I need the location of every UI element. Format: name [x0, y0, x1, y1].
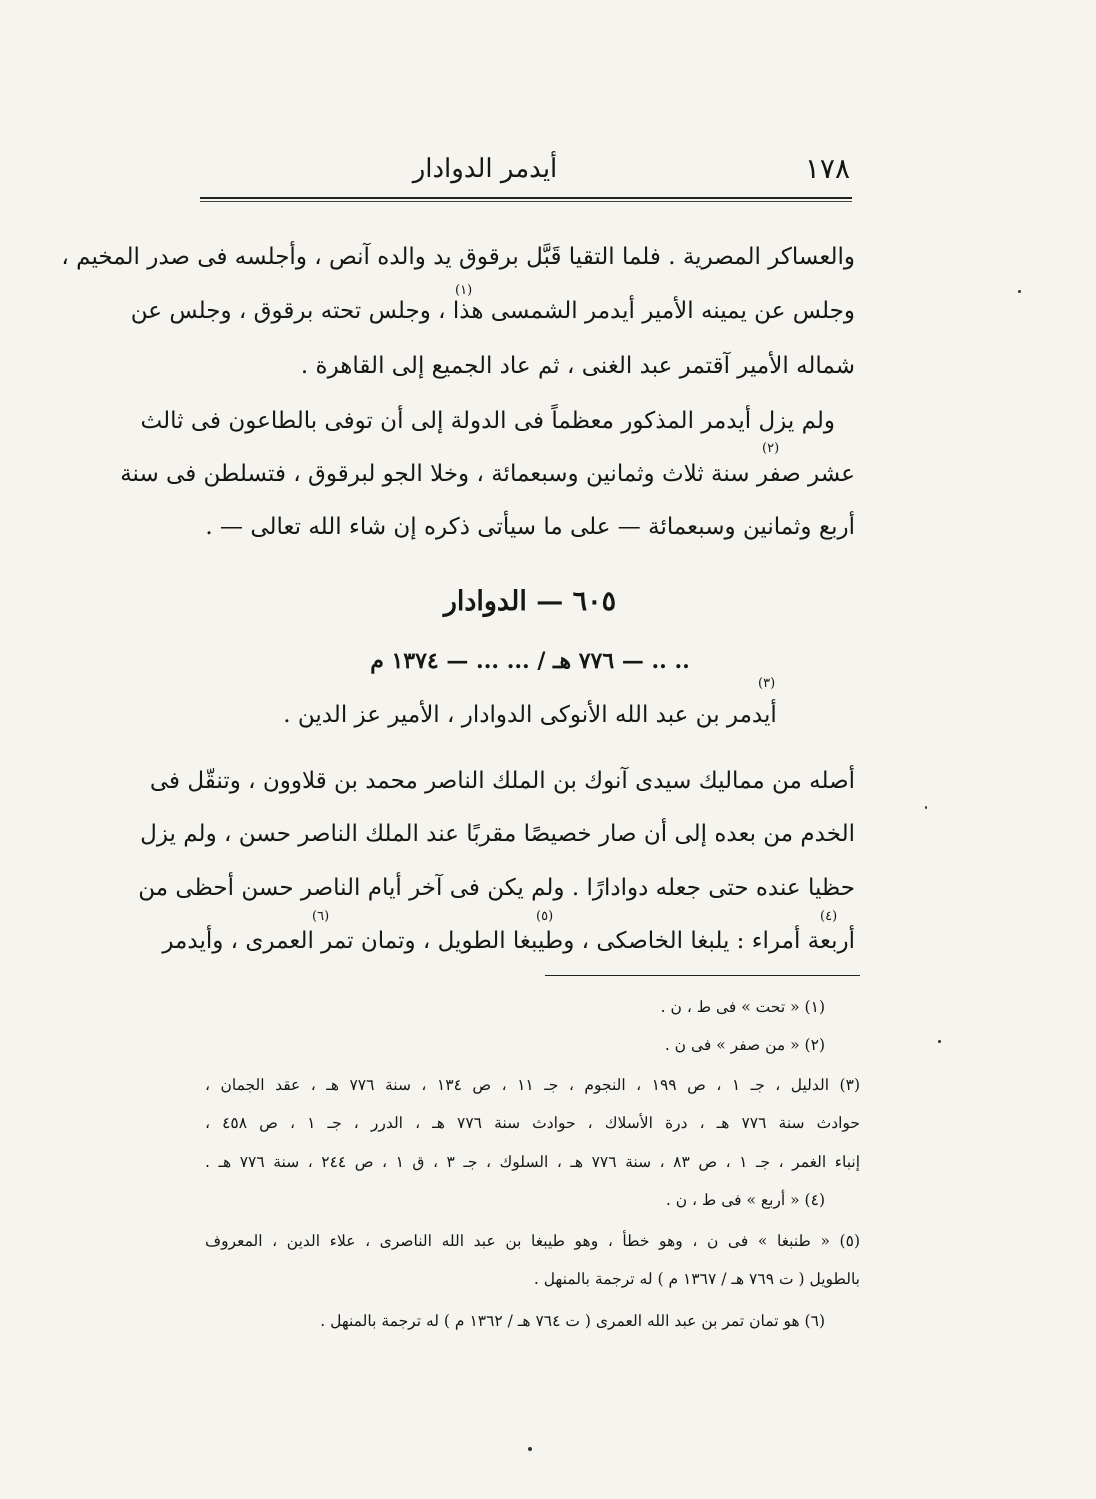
footnote-4: (٤) « أربع » فى ط ، ن . — [665, 1191, 825, 1209]
footnote-3-line-2: حوادث سنة ٧٧٦ هـ ، درة الأسلاك ، حوادث سنة ٧٧٦ هـ ، الدرر ، جـ ١ ، ص ٤٥٨ ، — [205, 1114, 861, 1132]
footnote-3-line-1: (٣) الدليل ، جـ ١ ، ص ١٩٩ ، النجوم ، جـ ١١ ، ص ١٣٤ ، سنة ٧٧٦ هـ ، عقد الجمان ، — [205, 1076, 860, 1094]
scan-speck — [938, 1040, 941, 1043]
entry-line-3: حظيا عنده حتى جعله دوادارًا . ولم يكن فى آخر أيام الناصر حسن أحظى من — [138, 875, 855, 901]
footnote-marker-4: (٤) — [820, 909, 838, 924]
footnote-separator — [545, 975, 860, 976]
body-line-3: شماله الأمير آقتمر عبد الغنى ، ثم عاد الجميع إلى القاهرة . — [300, 353, 855, 379]
footnote-5-line-1: (٥) « طنبغا » فى ن ، وهو خطأ ، وهو طيبغا بن عبد الله الناصرى ، علاء الدين ، المعروف — [205, 1232, 860, 1250]
header-rule-thin — [200, 201, 852, 202]
header-rule — [200, 197, 852, 199]
body-line-1: والعساكر المصرية . فلما التقيا قَبَّل برقوق يد والده آنص ، وأجلسه فى صدر المخيم ، — [61, 244, 855, 270]
entry-line-1: أصله من مماليك سيدى آنوك بن الملك الناصر محمد بن قلاوون ، وتنقّل فى — [149, 768, 855, 794]
footnote-marker-1: (١) — [455, 283, 473, 298]
page-header — [200, 150, 850, 192]
page-number: ١٧٨ — [804, 152, 850, 185]
scan-speck — [925, 806, 927, 809]
footnote-marker-6: (٦) — [312, 909, 330, 924]
footnote-2: (٢) « من صفر » فى ن . — [664, 1036, 825, 1054]
entry-line-2: الخدم من بعده إلى أن صار خصيصًا مقربًا عند الملك الناصر حسن ، ولم يزل — [140, 821, 855, 847]
scan-speck — [1018, 290, 1021, 293]
footnote-6: (٦) هو تمان تمر بن عبد الله العمرى ( ت ٧٦٤ هـ / ١٣٦٢ م ) له ترجمة بالمنهل . — [320, 1312, 825, 1330]
footnote-3-line-3: إنباء الغمر ، جـ ١ ، ص ٨٣ ، سنة ٧٧٦ هـ ، السلوك ، جـ ٣ ، ق ١ ، ص ٢٤٤ ، سنة ٧٧٦ هـ . — [205, 1153, 861, 1171]
footnote-5-line-2: بالطويل ( ت ٧٦٩ هـ / ١٣٦٧ م ) له ترجمة بالمنهل . — [533, 1270, 860, 1288]
entry-heading: ٦٠٥ — الدوادار — [443, 586, 617, 617]
running-title: أيدمر الدوادار — [412, 154, 558, 184]
scan-speck — [528, 1447, 532, 1451]
entry-dates: .. .. — ٧٧٦ هـ / ... ... — ١٣٧٤ م — [370, 648, 690, 674]
entry-line-4: أربعة أمراء : يلبغا الخاصكى ، وطيبغا الطويل ، وتمان تمر العمرى ، وأيدمر — [162, 928, 855, 954]
footnote-marker-2: (٢) — [762, 441, 780, 456]
body-line-4: ولم يزل أيدمر المذكور معظماً فى الدولة إلى أن توفى بالطاعون فى ثالث — [140, 408, 835, 434]
footnote-marker-3: (٣) — [758, 676, 776, 691]
body-line-6: أربع وثمانين وسبعمائة — على ما سيأتى ذكره إن شاء الله تعالى — . — [205, 514, 855, 540]
body-line-2: وجلس عن يمينه الأمير أيدمر الشمسى هذا ، وجلس تحته برقوق ، وجلس عن — [130, 298, 855, 324]
entry-name-line: أيدمر بن عبد الله الأنوكى الدوادار ، الأمير عز الدين . — [283, 702, 777, 728]
body-line-5: عشر صفر سنة ثلاث وثمانين وسبعمائة ، وخلا الجو لبرقوق ، فتسلطن فى سنة — [120, 461, 855, 487]
footnote-1: (١) « تحت » فى ط ، ن . — [660, 998, 825, 1016]
footnote-marker-5: (٥) — [536, 909, 554, 924]
